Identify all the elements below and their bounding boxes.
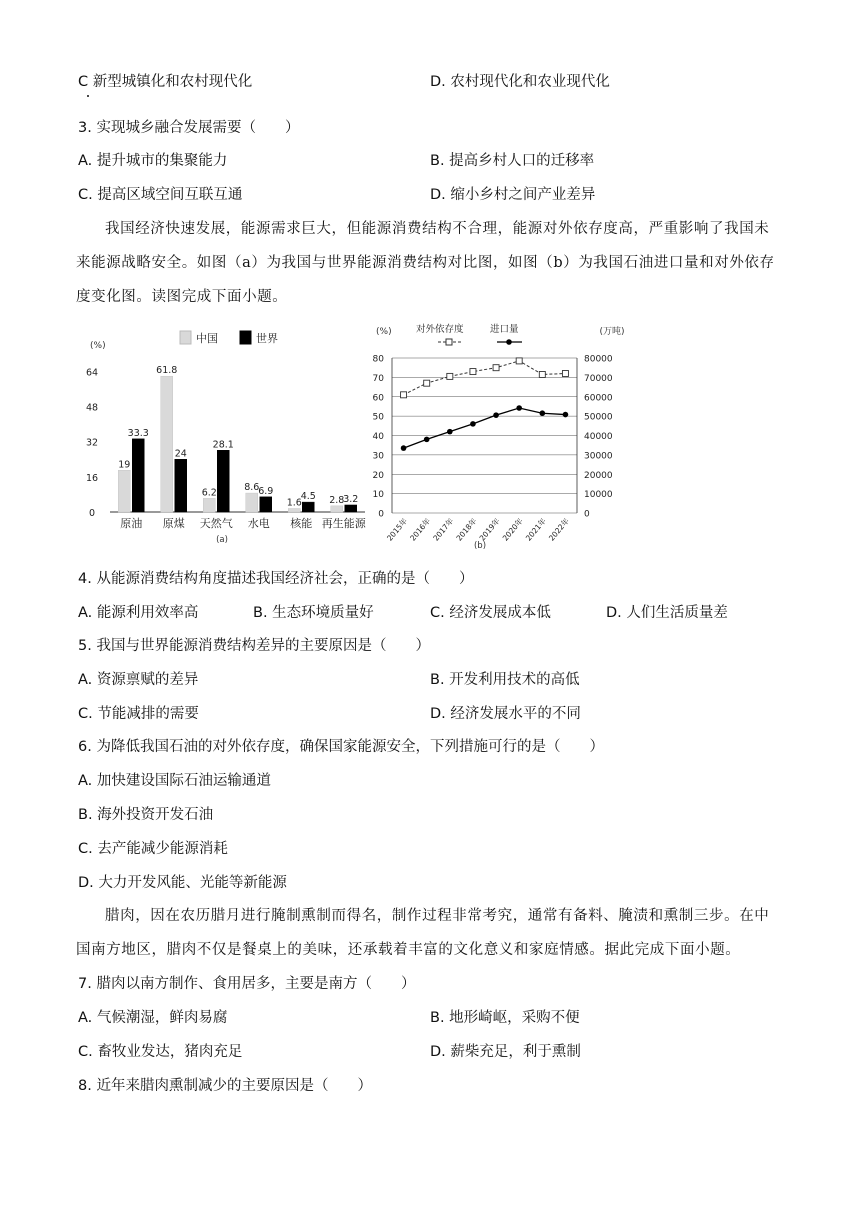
x-tick-label: 2021年 bbox=[523, 516, 548, 543]
point-dependence-3 bbox=[470, 369, 476, 375]
bar-world-0 bbox=[132, 439, 144, 512]
question-8-stem: 8. 近年来腊肉熏制减少的主要原因是（ ） bbox=[78, 1078, 372, 1094]
left-axis-unit: (%) bbox=[376, 327, 392, 337]
bar-china-5 bbox=[331, 506, 343, 512]
question-5-stem: 5. 我国与世界能源消费结构差异的主要原因是（ ） bbox=[78, 638, 430, 654]
y-tick-label: 0 bbox=[88, 508, 96, 519]
right-tick-label: 40000 bbox=[584, 432, 613, 442]
point-import-3 bbox=[470, 421, 476, 427]
bar-value-label: 19 bbox=[118, 459, 131, 471]
bar-world-2 bbox=[217, 450, 229, 512]
question-6-stem: 6. 为降低我国石油的对外依存度，确保国家能源安全，下列措施可行的是（ ） bbox=[78, 739, 604, 755]
bar-value-label: 1.6 bbox=[286, 497, 302, 509]
legend-label-dependence: 对外依存度 bbox=[416, 324, 464, 335]
option-d: D. 农村现代化和农业现代化 bbox=[430, 74, 610, 90]
x-tick-label: 2022年 bbox=[546, 516, 571, 543]
left-tick-label: 60 bbox=[372, 393, 384, 404]
point-import-6 bbox=[540, 410, 546, 416]
left-tick-label: 70 bbox=[372, 373, 384, 384]
question-4-option-c: C. 经济发展成本低 bbox=[430, 605, 551, 621]
question-7-option-c: C. 畜牧业发达，猪肉充足 bbox=[78, 1044, 243, 1060]
chart-caption: (a) bbox=[216, 535, 228, 545]
question-5-option-d: D. 经济发展水平的不同 bbox=[430, 706, 581, 722]
bar-world-3 bbox=[260, 497, 272, 512]
right-tick-label: 50000 bbox=[584, 412, 613, 423]
legend-marker-dependence bbox=[446, 339, 452, 345]
bar-value-label: 6.2 bbox=[201, 487, 217, 499]
question-4-option-a: A. 能源利用效率高 bbox=[78, 605, 199, 621]
bar-value-label: 3.2 bbox=[343, 493, 359, 505]
chart-caption: (b) bbox=[473, 541, 487, 551]
question-6-option-b: B. 海外投资开发石油 bbox=[78, 807, 214, 823]
bar-value-label: 6.9 bbox=[258, 485, 274, 497]
x-tick-label: 核能 bbox=[290, 517, 313, 530]
x-tick-label: 2017年 bbox=[431, 516, 456, 543]
point-import-7 bbox=[563, 412, 569, 418]
y-tick-label: 48 bbox=[85, 402, 99, 414]
y-tick-label: 16 bbox=[85, 472, 99, 484]
chart-a-energy-structure bbox=[80, 322, 370, 547]
x-tick-label: 再生能源 bbox=[321, 517, 366, 530]
left-tick-label: 10 bbox=[372, 490, 384, 501]
question-7-stem: 7. 腊肉以南方制作、食用居多，主要是南方（ ） bbox=[78, 976, 416, 992]
chart-b-oil-import bbox=[362, 318, 632, 553]
legend-label-import: 进口量 bbox=[490, 324, 519, 335]
bar-china-2 bbox=[203, 498, 215, 512]
question-6-option-d: D. 大力开发风能、光能等新能源 bbox=[78, 875, 287, 891]
passage-energy: 我国经济快速发展，能源需求巨大，但能源消费结构不合理，能源对外依存度高，严重影响了我国未来能源战略安全。如图（a）为我国与世界能源消费结构对比图，如图（b）为我国石油进口量和对外依存度变化图。读图完成下面小题。 bbox=[76, 221, 775, 305]
x-tick-label: 水电 bbox=[247, 517, 270, 530]
question-3-option-d: D. 缩小乡村之间产业差异 bbox=[430, 187, 596, 203]
right-tick-label: 80000 bbox=[584, 354, 613, 365]
bar-value-label: 8.6 bbox=[244, 482, 260, 494]
dot-mark bbox=[87, 95, 89, 97]
question-5-option-b: B. 开发利用技术的高低 bbox=[430, 672, 580, 688]
x-tick-label: 原油 bbox=[120, 517, 143, 530]
question-7-option-b: B. 地形崎岖，采购不便 bbox=[430, 1010, 580, 1026]
bar-world-1 bbox=[175, 459, 187, 512]
left-tick-label: 20 bbox=[372, 470, 384, 481]
bar-world-4 bbox=[302, 502, 314, 512]
question-4-option-d: D. 人们生活质量差 bbox=[606, 605, 728, 621]
right-axis-unit: (万吨) bbox=[599, 327, 625, 337]
bar-value-label: 2.8 bbox=[329, 494, 345, 506]
question-3-option-b: B. 提高乡村人口的迁移率 bbox=[430, 153, 595, 169]
right-tick-label: 30000 bbox=[584, 451, 613, 462]
bar-china-3 bbox=[246, 493, 258, 512]
x-tick-label: 原煤 bbox=[162, 517, 185, 530]
y-tick-label: 32 bbox=[85, 437, 99, 449]
left-tick-label: 80 bbox=[372, 354, 384, 365]
question-3-stem: 3. 实现城乡融合发展需要（ ） bbox=[78, 120, 300, 136]
right-tick-label: 0 bbox=[584, 509, 590, 520]
point-dependence-1 bbox=[424, 380, 430, 386]
x-tick-label: 2019年 bbox=[477, 516, 502, 543]
bar-value-label: 61.8 bbox=[156, 365, 178, 377]
question-3-option-c: C. 提高区域空间互联互通 bbox=[78, 187, 243, 203]
legend-swatch-world bbox=[240, 331, 251, 344]
legend-marker-import bbox=[506, 339, 512, 345]
question-4-stem: 4. 从能源消费结构角度描述我国经济社会，正确的是（ ） bbox=[78, 571, 474, 587]
right-tick-label: 20000 bbox=[584, 470, 613, 481]
bar-china-1 bbox=[161, 376, 173, 512]
question-3-option-a: A. 提升城市的集聚能力 bbox=[78, 153, 228, 169]
bar-value-label: 33.3 bbox=[127, 427, 149, 439]
point-import-2 bbox=[447, 429, 453, 435]
point-dependence-7 bbox=[562, 371, 568, 377]
y-axis-unit: (%) bbox=[90, 341, 106, 351]
left-tick-label: 30 bbox=[372, 451, 384, 462]
point-import-5 bbox=[516, 405, 522, 411]
option-c: C 新型城镇化和农村现代化 bbox=[78, 74, 253, 90]
x-tick-label: 2016年 bbox=[408, 516, 433, 543]
right-tick-label: 10000 bbox=[584, 490, 613, 501]
point-import-4 bbox=[493, 412, 499, 418]
bar-value-label: 4.5 bbox=[300, 491, 316, 503]
right-tick-label: 70000 bbox=[584, 373, 613, 384]
bar-value-label: 24 bbox=[174, 448, 187, 460]
point-dependence-4 bbox=[493, 365, 499, 371]
legend-label-china: 中国 bbox=[196, 332, 218, 345]
left-tick-label: 40 bbox=[372, 432, 384, 442]
point-import-1 bbox=[424, 437, 430, 443]
question-6-option-a: A. 加快建设国际石油运输通道 bbox=[78, 773, 271, 789]
x-tick-label: 2015年 bbox=[385, 516, 410, 543]
point-dependence-5 bbox=[516, 358, 522, 364]
bar-value-label: 28.1 bbox=[212, 439, 234, 451]
bar-china-4 bbox=[288, 508, 300, 512]
question-7-option-d: D. 薪柴充足，利于熏制 bbox=[430, 1044, 581, 1060]
point-dependence-6 bbox=[539, 371, 545, 377]
bar-china-0 bbox=[118, 470, 130, 512]
question-5-option-c: C. 节能减排的需要 bbox=[78, 706, 199, 722]
passage-larou: 腊肉，因在农历腊月进行腌制熏制而得名，制作过程非常考究，通常有备料、腌渍和熏制三步。在中国南方地区，腊肉不仅是餐桌上的美味，还承载着丰富的文化意义和家庭情感。据此完成下面小题。 bbox=[76, 908, 770, 958]
left-tick-label: 50 bbox=[372, 412, 384, 423]
question-4-option-b: B. 生态环境质量好 bbox=[253, 605, 374, 621]
x-tick-label: 2020年 bbox=[500, 516, 525, 543]
x-tick-label: 天然气 bbox=[199, 517, 233, 530]
right-tick-label: 60000 bbox=[584, 393, 613, 404]
y-tick-label: 64 bbox=[85, 367, 99, 379]
legend-label-world: 世界 bbox=[256, 332, 278, 345]
question-6-option-c: C. 去产能减少能源消耗 bbox=[78, 841, 228, 857]
left-tick-label: 0 bbox=[378, 509, 384, 520]
bar-world-5 bbox=[345, 505, 357, 512]
legend-swatch-china bbox=[180, 331, 191, 344]
point-dependence-0 bbox=[401, 392, 407, 398]
point-import-0 bbox=[401, 445, 407, 451]
point-dependence-2 bbox=[447, 373, 453, 379]
x-tick-label: 2018年 bbox=[454, 516, 479, 543]
question-7-option-a: A. 气候潮湿，鲜肉易腐 bbox=[78, 1010, 228, 1026]
question-5-option-a: A. 资源禀赋的差异 bbox=[78, 672, 199, 688]
